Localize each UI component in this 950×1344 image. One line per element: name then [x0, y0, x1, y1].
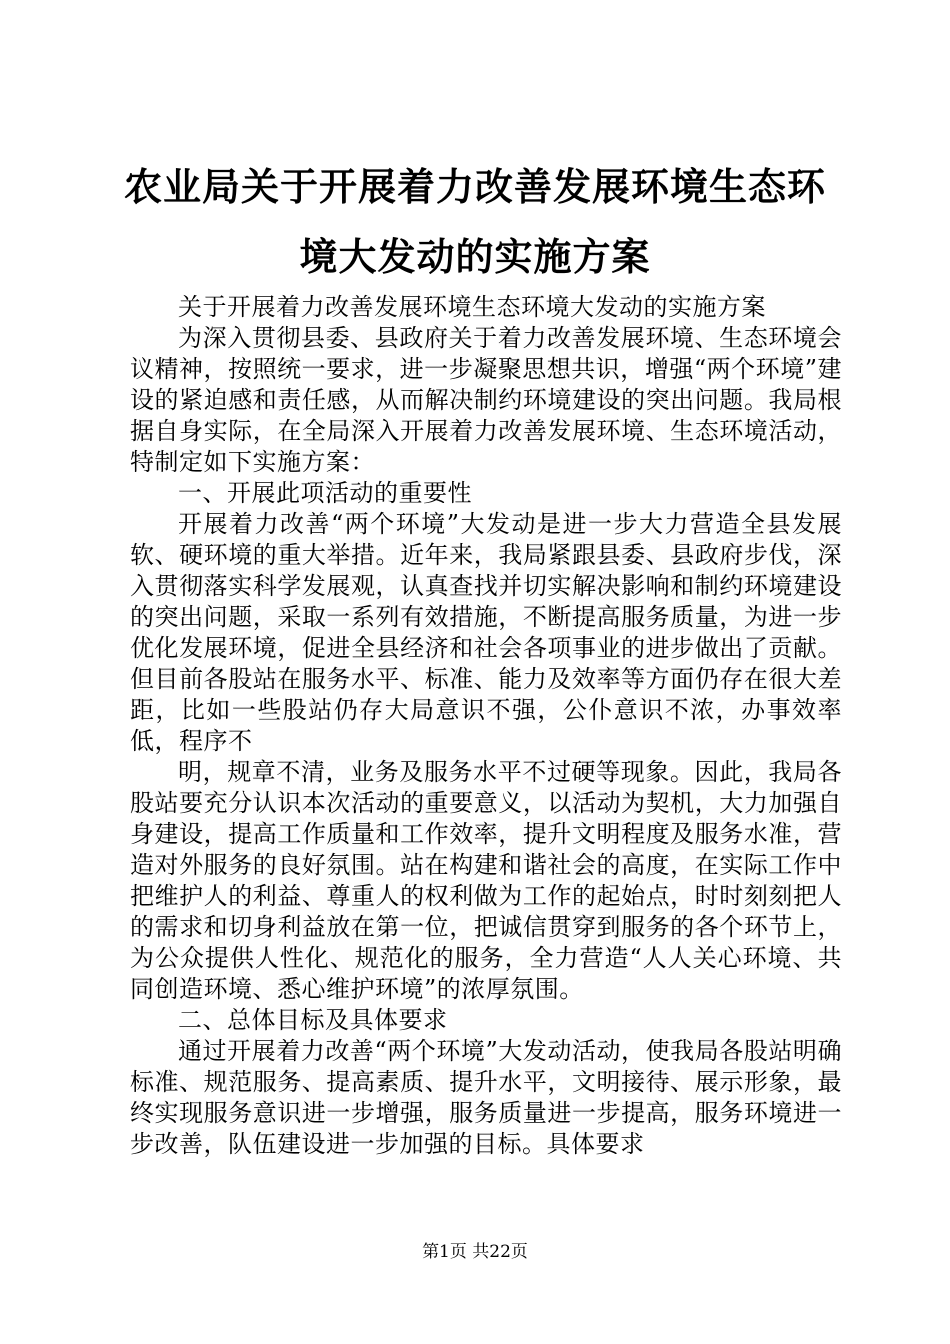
page-number: 第1页 共22页: [422, 1242, 528, 1262]
document-body: [130, 292, 842, 1160]
section-heading-1: 一、开展此项活动的重要性: [178, 479, 472, 507]
paragraph-intro: 为深入贯彻县委、县政府关于着力改善发展环境、生态环境会议精神，按照统一要求，进一步凝聚思想共识，增强“两个环境”建设的紧迫感和责任感，从而解决制约环境建设的突出问题。我局根据自身实际，在全局深入开展着力改善发展环境、生态环境活动，特制定如下实施方案：: [130, 324, 842, 476]
paragraph-subtitle: 关于开展着力改善发展环境生态环境大发动的实施方案: [178, 293, 766, 321]
section-heading-2: 二、总体目标及具体要求: [178, 1006, 448, 1034]
paragraph-goals: 通过开展着力改善“两个环境”大发动活动，使我局各股站明确标准、规范服务、提高素质、提升水平，文明接待、展示形象，最终实现服务意识进一步增强，服务质量进一步提高，服务环境进一步改善，队伍建设进一步加强的目标。具体要求: [130, 1037, 842, 1158]
document-title: 农业局关于开展着力改善发展环境生态环境大发动的实施方案: [123, 165, 826, 279]
paragraph-importance-continued: 明，规章不清，业务及服务水平不过硬等现象。因此，我局各股站要充分认识本次活动的重要意义，以活动为契机，大力加强自身建设，提高工作质量和工作效率，提升文明程度及服务水准，营造对外服务的良好氛围。站在构建和谐社会的高度，在实际工作中把维护人的利益、尊重人的权利做为工作的起始点，时时刻刻把人的需求和切身利益放在第一位，把诚信贯穿到服务的各个环节上，为公众提供人性化、规范化的服务，全力营造“人人关心环境、共同创造环境、悉心维护环境”的浓厚氛围。: [130, 758, 842, 1003]
paragraph-importance: 开展着力改善“两个环境”大发动是进一步大力营造全县发展软、硬环境的重大举措。近年来，我局紧跟县委、县政府步伐，深入贯彻落实科学发展观，认真查找并切实解决影响和制约环境建设的突出问题，采取一系列有效措施，不断提高服务质量，为进一步优化发展环境，促进全县经济和社会各项事业的进步做出了贡献。但目前各股站在服务水平、标准、能力及效率等方面仍存在很大差距，比如一些股站仍存大局意识不强，公仆意识不浓，办事效率低，程序不: [130, 510, 842, 755]
